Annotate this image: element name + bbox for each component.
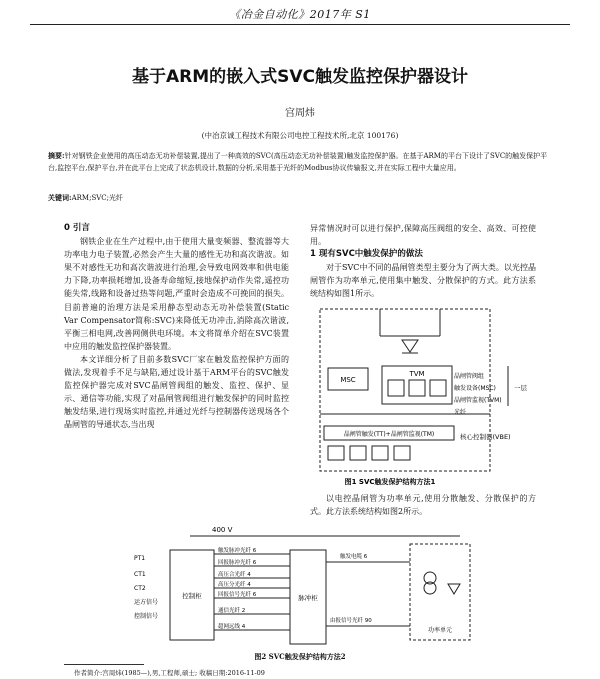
paragraph: 异常情况时可以进行保护,保障高压阀组的安全、高效、可控使用。	[310, 224, 536, 247]
signal-label: 回报脉冲光纤 6	[218, 560, 257, 566]
header-rule	[30, 24, 570, 25]
tvm-module	[409, 380, 425, 396]
paragraph: 以电控晶闸管为功率单元,使用分散触发、分散保护的方式。此方法系统结构如图2所示。	[310, 494, 536, 517]
figure-label: 触发设备(MSC)	[454, 385, 496, 392]
report-fiber-label: 由报信号光纤 90	[330, 618, 372, 624]
figure-2-diagram	[130, 522, 490, 657]
keywords-label: 关键词:	[48, 193, 72, 202]
input-label: PT1	[134, 555, 146, 562]
input-label: 控制信号	[134, 613, 159, 620]
figure-1-diagram	[310, 306, 580, 490]
tt-tm-label: 晶闸管触发(TT)+晶闸管监视(TM)	[343, 431, 435, 438]
vbe-label: 核心控制器(VBE)	[460, 433, 511, 441]
msc-label: MSC	[340, 376, 356, 384]
input-label: 运方信号	[134, 599, 159, 606]
power-unit-frame	[410, 544, 470, 640]
input-label: CT2	[134, 585, 146, 592]
control-cabinet-label: 控制柜	[182, 592, 202, 600]
right-column-continued	[310, 492, 536, 518]
trigger-cable-label: 触发电缆 6	[340, 554, 368, 560]
vbe-module	[350, 446, 366, 460]
figure-label: 光纤	[454, 409, 467, 416]
journal-header: 《冶金自动化》2017年 S1	[229, 8, 371, 21]
paper-title: 基于ARM的嵌入式SVC触发监控保护器设计	[131, 67, 469, 87]
signal-label: 高压合光纤 4	[218, 572, 251, 578]
figure-1-caption: 图1 SVC触发保护结构方法1	[344, 478, 436, 486]
keywords-text: ARM;SVC;光纤	[71, 194, 124, 202]
abstract-text: 针对钢铁企业使用的高压动态无功补偿装置,提出了一种高效的SVC(高压动态无功补偿装置)触发监控保护器。在基于ARM的平台下设计了SVC的触发保护平台,监控平台,保护平台,并在此平台上完成了状态机设计,数据的分析,采用基于光纤的Modbus协议传输报文,并在实际工程中大量应用。	[48, 152, 548, 172]
tvm-module	[388, 380, 404, 396]
signal-label: 触发脉冲光纤 6	[218, 548, 257, 554]
voltage-label: 400 V	[212, 526, 233, 534]
abstract	[48, 150, 551, 174]
right-column	[310, 222, 536, 301]
signal-label: 回报信号光纤 6	[218, 592, 257, 598]
author: 宫周炜	[285, 108, 315, 119]
input-label: CT1	[134, 571, 146, 578]
vbe-module	[394, 446, 410, 460]
footnote-rule	[64, 664, 144, 665]
figure-label: 晶闸管监视(TVM)	[454, 397, 502, 404]
footnote: 作者简介:宫周炜(1985—),男,工程师,硕士; 收稿日期:2016-11-09	[74, 669, 265, 677]
keywords	[48, 193, 551, 203]
thyristor-icon	[448, 584, 460, 594]
vbe-module	[328, 446, 344, 460]
signal-label: 高压分光纤 4	[218, 582, 251, 588]
section-0-title: 0 引言	[64, 223, 90, 233]
affiliation: (中冶京诚工程技术有限公司电控工程技术所,北京 100176)	[201, 131, 399, 140]
tvm-module	[430, 380, 446, 396]
left-column	[64, 222, 289, 432]
pulse-cabinet-label: 脉冲柜	[298, 594, 318, 602]
abstract-label: 摘要:	[48, 151, 65, 160]
vbe-module	[372, 446, 388, 460]
power-unit-label: 功率单元	[427, 627, 453, 634]
paragraph: 钢铁企业在生产过程中,由于使用大量变频器、整流器等大功率电力电子装置,必然会产生大量的感性无功和高次谐波。如果不对感性无功和高次谐波进行治理,会导致电网效率和供电能力下降,功率损耗增加,设备寿命缩短,接地保护动作失常,遥控功能失常,线路和设备过热等问题,严重时会造成不可挽回的损失。目前普遍的治理方法是采用静态型动态无功补偿装置(Static Var Compensator简称:SVC)来降低无功冲击,消除高次谐波,平衡三相电网,改善网侧供电环境。本文将简单介绍在SVC装置中应用的触发监控保护器装置。	[64, 237, 289, 351]
section-1-title: 1 现有SVC中触发保护的做法	[310, 249, 423, 260]
figure-2-caption: 图2 SVC触发保护结构方法2	[254, 652, 346, 661]
signal-label: 通信光纤 2	[218, 608, 246, 614]
thyristor-icon	[402, 340, 418, 352]
paragraph: 本文详细分析了目前多数SVC厂家在触发监控保护方面的做法,发现着手不足与缺陷,通过设计基于ARM平台的SVC触发监控保护器完成对SVC晶闸管阀组的触发、监控、保护、显示、通信等功能,实现了对晶闸管阀组进行触发保护的同时监控触发结果,进行现场实时监控,并通过光纤与控制器传送现场各个晶闸管的导通状态,当出现	[64, 354, 289, 430]
layer-label: 一层	[514, 384, 527, 392]
paragraph: 对于SVC中不同的晶闸管类型主要分为了两大类。以光控晶闸管作为功率单元,使用集中触发、分散保护的方式。此方法系统结构如图1所示。	[310, 263, 536, 299]
signal-label: 超网远线 4	[218, 624, 246, 630]
tvm-label: TVM	[409, 370, 425, 378]
figure-label: 晶闸管阀组	[454, 373, 485, 380]
